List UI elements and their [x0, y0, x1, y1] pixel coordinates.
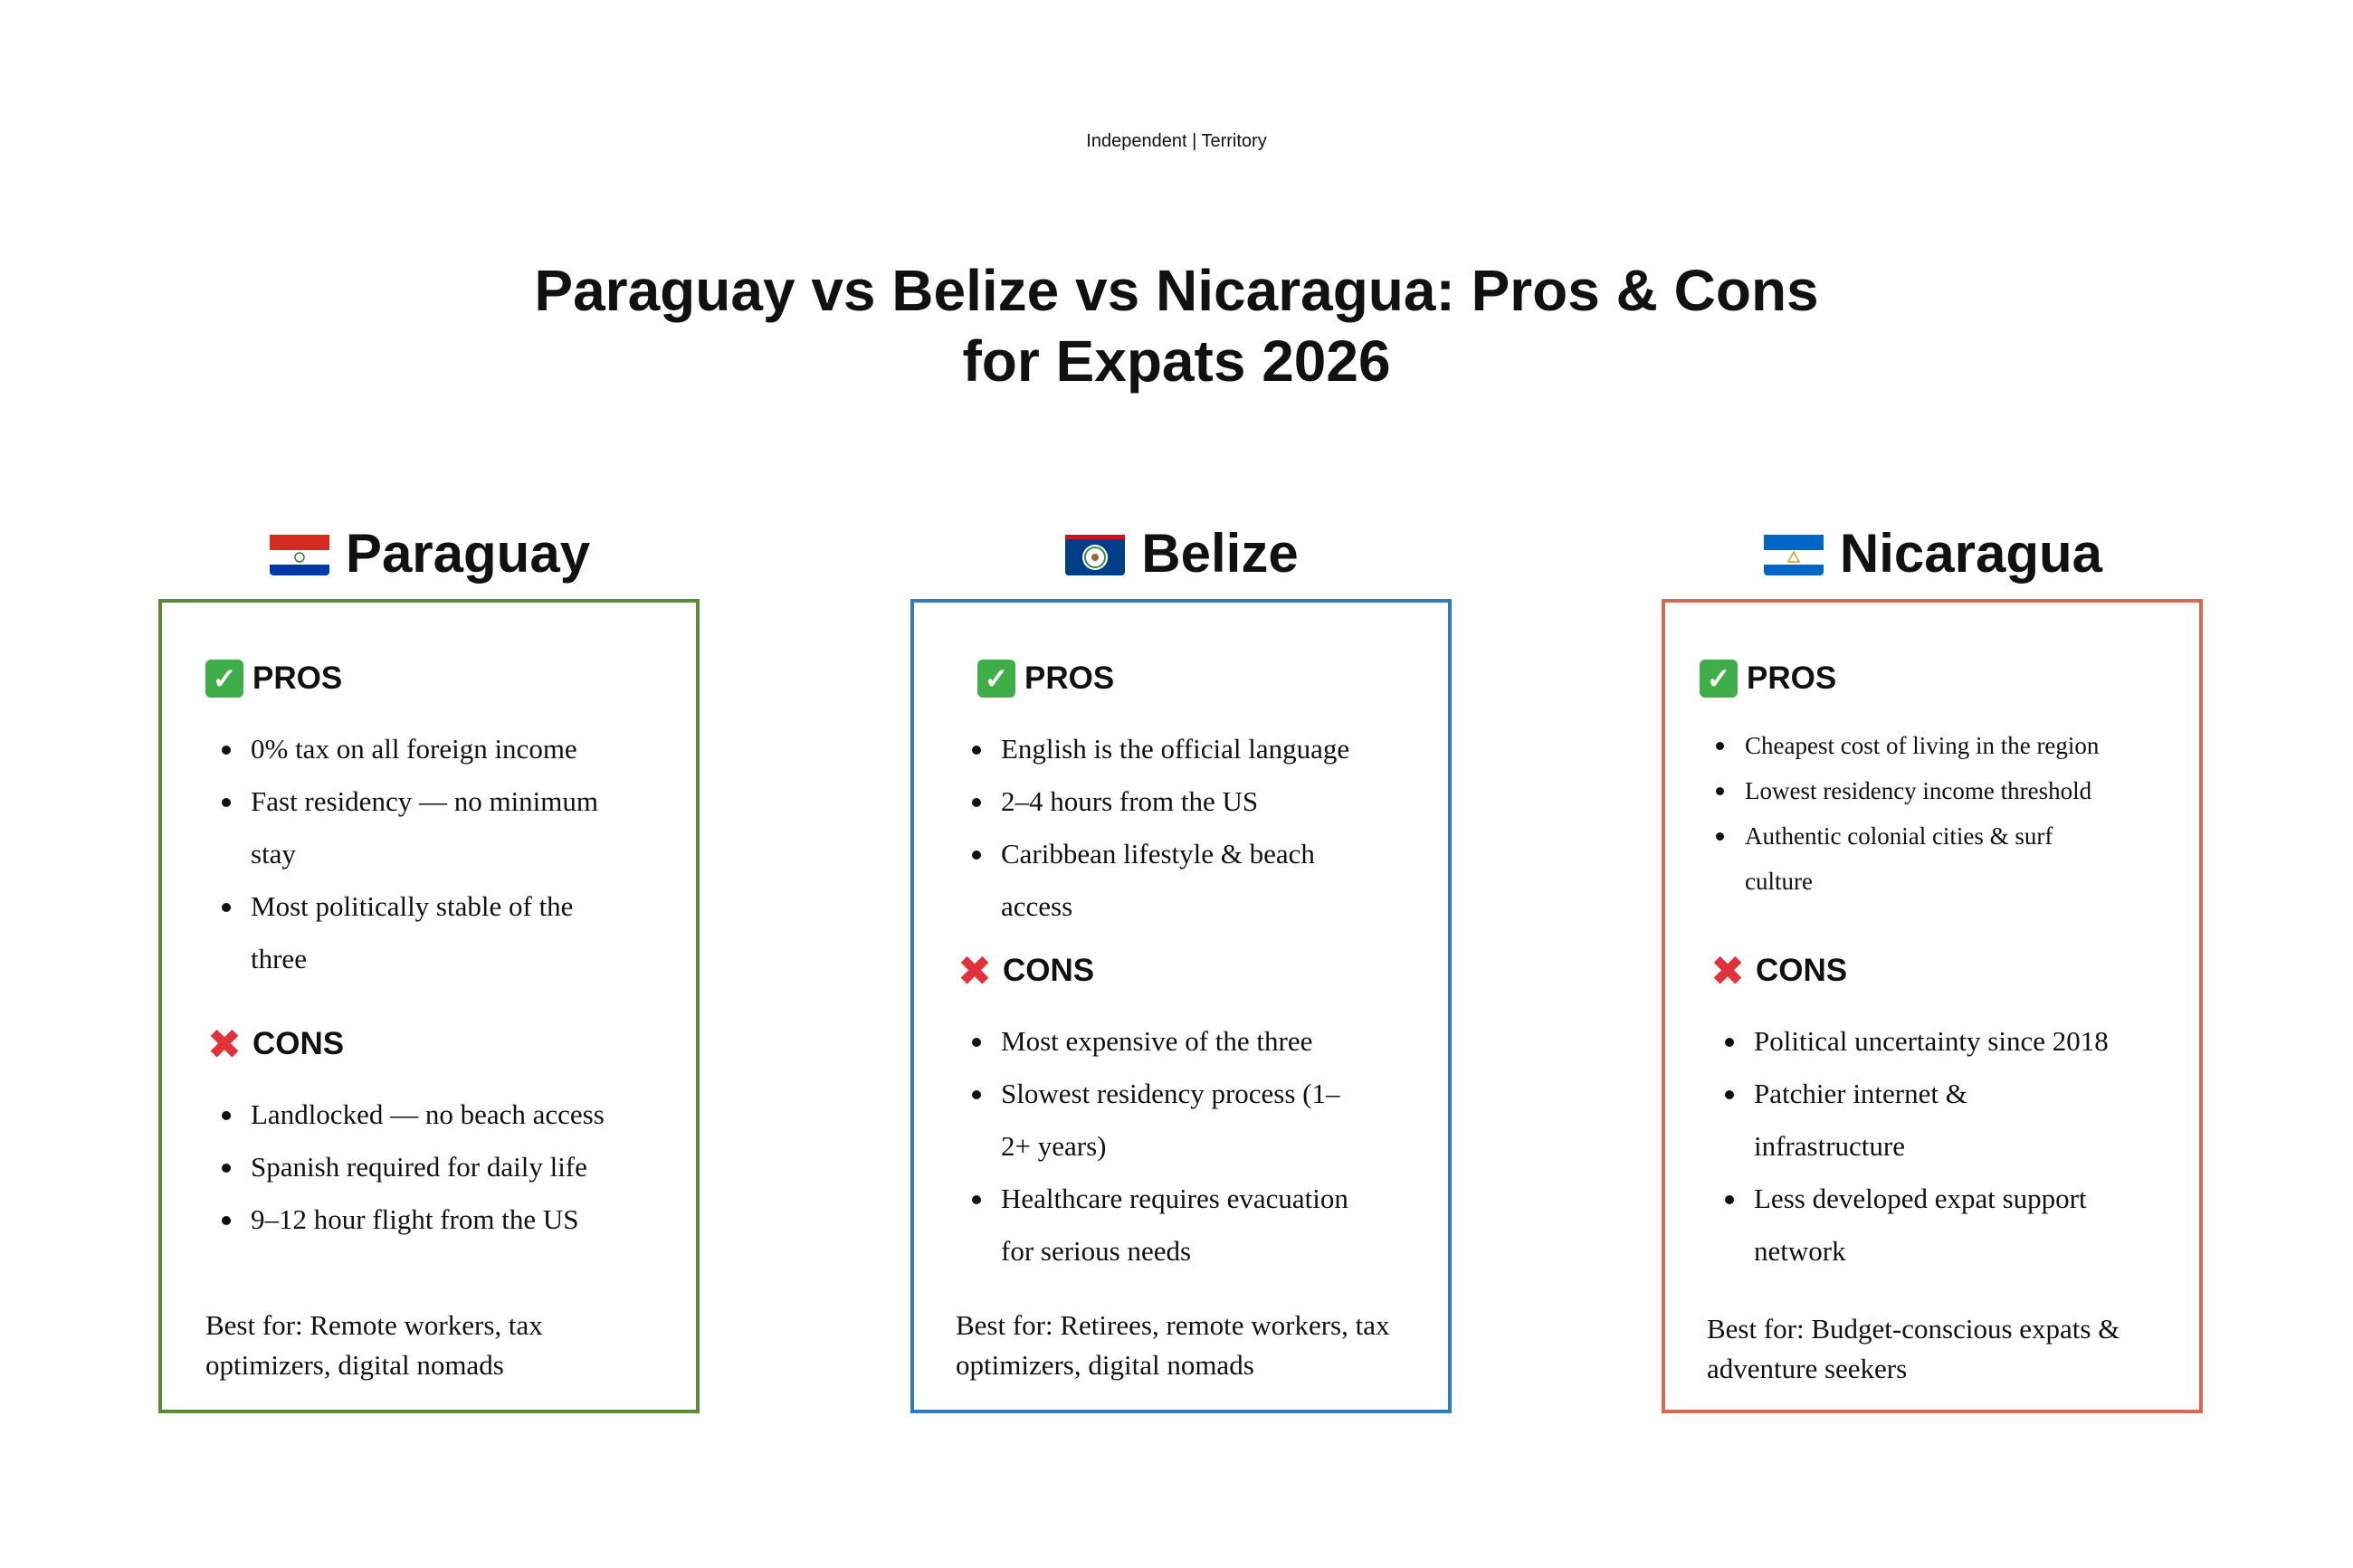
paraguay-name: Paraguay [345, 522, 591, 584]
nicaragua-cons-heading: ✖ CONS [1710, 946, 1848, 995]
cross-mark-icon: ✖ [206, 1020, 243, 1069]
brand-label: Independent | Territory [1086, 131, 1267, 151]
title-line-2: for Expats 2026 [962, 328, 1391, 394]
list-item-continuation: three [251, 943, 307, 974]
cross-mark-icon: ✖ [957, 946, 993, 995]
list-item: Healthcare requires evacuation [956, 1173, 1348, 1225]
nicaragua-cons-list [1709, 1015, 2109, 1278]
nicaragua-best-for: Best for: Budget-conscious expats & adventure seekers [1707, 1313, 2120, 1384]
page-title [0, 255, 2353, 396]
list-item: Cheapest cost of living in the region [1700, 723, 2099, 768]
belize-cons-heading: ✖ CONS [957, 946, 1095, 995]
paraguay-card [158, 599, 700, 1413]
nicaragua-flag-icon [1764, 530, 1824, 575]
list-item: Most politically stable of the [205, 880, 598, 933]
paraguay-pros-list [205, 723, 598, 985]
list-item-continuation: 2+ years) [1001, 1130, 1107, 1162]
list-item-continuation: access [1001, 890, 1073, 922]
list-item: 2–4 hours from the US [956, 775, 1349, 828]
list-item: Slowest residency process (1– [956, 1068, 1348, 1120]
nicaragua-pros-heading: ✓ PROS [1700, 660, 1836, 698]
list-item-continuation: network [1754, 1235, 1846, 1267]
list-item-continuation: infrastructure [1754, 1130, 1905, 1162]
list-item-continuation: culture [1745, 868, 1813, 895]
check-mark-icon: ✓ [977, 660, 1015, 698]
list-item: Less developed expat support [1709, 1173, 2109, 1225]
nicaragua-pros-list [1700, 723, 2099, 904]
paraguay-heading [158, 512, 701, 594]
belize-card [910, 599, 1452, 1413]
nicaragua-heading [1662, 512, 2205, 594]
paraguay-best-for: Best for: Remote workers, tax optimizers, digital nomads [205, 1309, 543, 1381]
list-item: 0% tax on all foreign income [205, 723, 598, 775]
belize-pros-list [956, 723, 1349, 933]
list-item: Patchier internet & [1709, 1068, 2109, 1120]
list-item: 9–12 hour flight from the US [205, 1193, 605, 1246]
cross-mark-icon: ✖ [1710, 946, 1746, 995]
belize-best-for: Best for: Retirees, remote workers, tax optimizers, digital nomads [956, 1309, 1390, 1381]
belize-flag-icon [1065, 530, 1125, 575]
list-item: Authentic colonial cities & surf [1700, 813, 2099, 859]
paraguay-cons-list [205, 1088, 605, 1246]
list-item: English is the official language [956, 723, 1349, 775]
list-item: Caribbean lifestyle & beach [956, 828, 1349, 880]
paraguay-pros-heading: ✓ PROS [205, 660, 342, 698]
list-item: Most expensive of the three [956, 1015, 1348, 1068]
nicaragua-card [1662, 599, 2203, 1413]
check-mark-icon: ✓ [1700, 660, 1738, 698]
paraguay-cons-heading: ✖ CONS [206, 1020, 345, 1069]
list-item: Landlocked — no beach access [205, 1088, 605, 1141]
belize-cons-list [956, 1015, 1348, 1278]
list-item-continuation: stay [251, 838, 296, 870]
list-item: Fast residency — no minimum [205, 775, 598, 828]
belize-name: Belize [1141, 522, 1299, 584]
check-mark-icon: ✓ [205, 660, 243, 698]
nicaragua-name: Nicaragua [1839, 522, 2103, 584]
title-line-1: Paraguay vs Belize vs Nicaragua: Pros & Cons [534, 258, 1819, 323]
list-item: Political uncertainty since 2018 [1709, 1015, 2109, 1068]
belize-pros-heading: ✓ PROS [977, 660, 1114, 698]
paraguay-flag-icon [270, 530, 329, 575]
belize-heading [910, 512, 1453, 594]
list-item: Spanish required for daily life [205, 1141, 605, 1193]
list-item: Lowest residency income threshold [1700, 768, 2099, 813]
list-item-continuation: for serious needs [1001, 1235, 1192, 1267]
